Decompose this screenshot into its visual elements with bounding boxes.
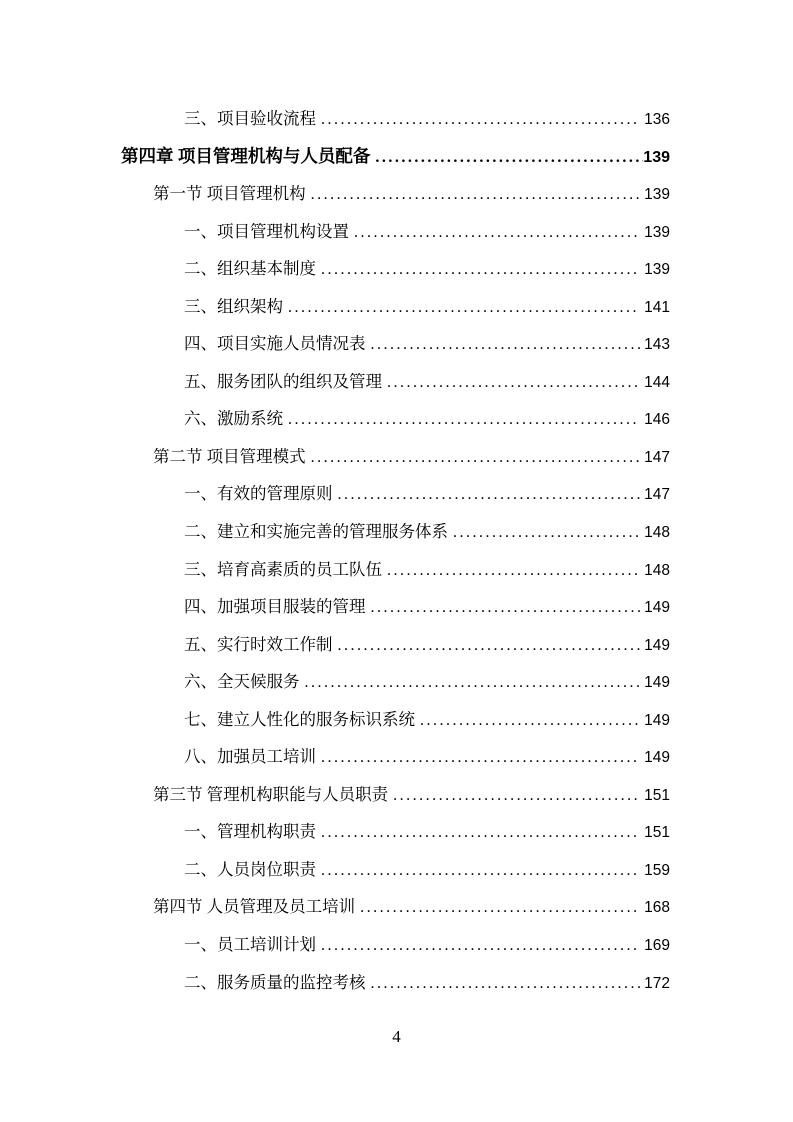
toc-entry-label: 四、项目实施人员情况表 — [184, 334, 366, 354]
toc-entry[interactable] — [184, 813, 670, 851]
toc-leader-dots — [321, 100, 640, 139]
toc-entry-label: 二、人员岗位职责 — [184, 859, 316, 879]
footer-page-number: 4 — [392, 1027, 401, 1046]
toc-entry[interactable] — [184, 851, 670, 889]
toc-entry-page: 141 — [644, 298, 670, 316]
toc-entry-page: 172 — [644, 974, 670, 992]
toc-entry-label: 二、服务质量的监控考核 — [184, 972, 366, 992]
toc-entry[interactable] — [184, 288, 670, 326]
toc-entry-page: 159 — [644, 861, 670, 879]
toc-entry-label: 第三节 管理机构职能与人员职责 — [153, 784, 389, 804]
toc-entry-label: 三、组织架构 — [184, 296, 283, 316]
toc-entry-page: 149 — [644, 674, 670, 692]
toc-entry-label: 第四章 项目管理机构与人员配备 — [121, 145, 371, 166]
toc-leader-dots — [311, 175, 641, 214]
toc-entry-page: 139 — [644, 186, 670, 204]
toc-leader-dots — [338, 475, 641, 514]
toc-entry[interactable] — [184, 663, 670, 701]
toc-entry-label: 三、项目验收流程 — [184, 109, 316, 128]
toc-leader-dots — [393, 776, 640, 815]
toc-leader-dots — [420, 701, 640, 740]
toc-entry-page: 144 — [644, 373, 670, 391]
toc-entry[interactable] — [184, 626, 670, 664]
toc-entry-page: 139 — [643, 148, 670, 166]
toc-entry-page: 136 — [644, 111, 670, 128]
toc-leader-dots — [321, 813, 640, 852]
toc-entry[interactable] — [184, 551, 670, 589]
toc-entry[interactable] — [184, 100, 670, 138]
toc-entry[interactable] — [184, 701, 670, 739]
toc-leader-dots — [371, 588, 641, 627]
toc-leader-dots — [371, 325, 641, 364]
toc-entry-label: 三、培育高素质的员工队伍 — [184, 559, 382, 579]
toc-leader-dots — [387, 551, 640, 590]
toc-entry[interactable] — [184, 588, 670, 626]
toc-leader-dots — [288, 288, 640, 327]
toc-leader-dots — [375, 138, 643, 177]
toc-entry-page: 147 — [644, 448, 670, 466]
toc-entry-label: 二、组织基本制度 — [184, 259, 316, 279]
toc-leader-dots — [321, 738, 640, 777]
toc-leader-dots — [321, 851, 640, 890]
toc-entry-page: 148 — [644, 524, 670, 542]
toc-entry-label: 一、员工培训计划 — [184, 935, 316, 955]
toc-entry-label: 七、建立人性化的服务标识系统 — [184, 709, 415, 729]
toc-entry-page: 139 — [644, 223, 670, 241]
toc-entry-label: 第一节 项目管理机构 — [153, 184, 306, 204]
toc-entry-page: 143 — [644, 336, 670, 354]
toc-entry[interactable] — [184, 213, 670, 251]
toc-entry[interactable] — [153, 888, 670, 926]
toc-entry[interactable] — [184, 738, 670, 776]
toc-entry[interactable] — [184, 964, 670, 1002]
toc-entry-page: 168 — [644, 899, 670, 917]
toc-entry-label: 一、管理机构职责 — [184, 822, 316, 842]
toc-entry-label: 第四节 人员管理及员工培训 — [153, 897, 356, 917]
toc-entry-label: 第二节 项目管理模式 — [153, 446, 306, 466]
toc-entry-page: 149 — [644, 749, 670, 767]
toc-leader-dots — [321, 926, 640, 965]
toc-leader-dots — [338, 626, 641, 665]
toc-entry-label: 四、加强项目服装的管理 — [184, 597, 366, 617]
page-footer — [0, 1027, 793, 1047]
toc-leader-dots — [354, 213, 640, 252]
toc-entry[interactable] — [153, 438, 670, 476]
toc-entry-page: 149 — [644, 711, 670, 729]
toc-entry[interactable] — [153, 776, 670, 814]
toc-entry-page: 139 — [644, 261, 670, 279]
toc-leader-dots — [387, 363, 640, 402]
toc-entry-label: 一、有效的管理原则 — [184, 484, 333, 504]
toc-leader-dots — [321, 250, 640, 289]
toc-entry-label: 二、建立和实施完善的管理服务体系 — [184, 522, 448, 542]
toc-entry-page: 151 — [644, 824, 670, 842]
toc-entry[interactable] — [153, 175, 670, 213]
toc-entry-label: 六、全天候服务 — [184, 672, 300, 692]
toc-entry-label: 八、加强员工培训 — [184, 747, 316, 767]
toc-entry-label: 一、项目管理机构设置 — [184, 221, 349, 241]
toc-entry-label: 六、激励系统 — [184, 409, 283, 429]
toc-entry[interactable] — [184, 250, 670, 288]
toc-entry-label: 五、实行时效工作制 — [184, 634, 333, 654]
toc-entry[interactable] — [121, 138, 670, 176]
toc-entry-page: 151 — [644, 786, 670, 804]
toc-entry[interactable] — [184, 513, 670, 551]
toc-entry[interactable] — [184, 325, 670, 363]
table-of-contents — [0, 100, 670, 1001]
toc-leader-dots — [311, 438, 641, 477]
toc-leader-dots — [453, 513, 640, 552]
toc-leader-dots — [305, 663, 641, 702]
toc-entry-page: 147 — [644, 486, 670, 504]
toc-entry-page: 169 — [644, 937, 670, 955]
toc-entry-label: 五、服务团队的组织及管理 — [184, 371, 382, 391]
toc-entry-page: 149 — [644, 636, 670, 654]
toc-entry[interactable] — [184, 363, 670, 401]
toc-entry[interactable] — [184, 926, 670, 964]
toc-entry-page: 148 — [644, 561, 670, 579]
toc-leader-dots — [360, 888, 640, 927]
toc-entry[interactable] — [184, 400, 670, 438]
toc-entry[interactable] — [184, 475, 670, 513]
toc-leader-dots — [371, 964, 641, 1003]
toc-entry-page: 149 — [644, 599, 670, 617]
toc-entry-page: 146 — [644, 411, 670, 429]
toc-leader-dots — [288, 400, 640, 439]
